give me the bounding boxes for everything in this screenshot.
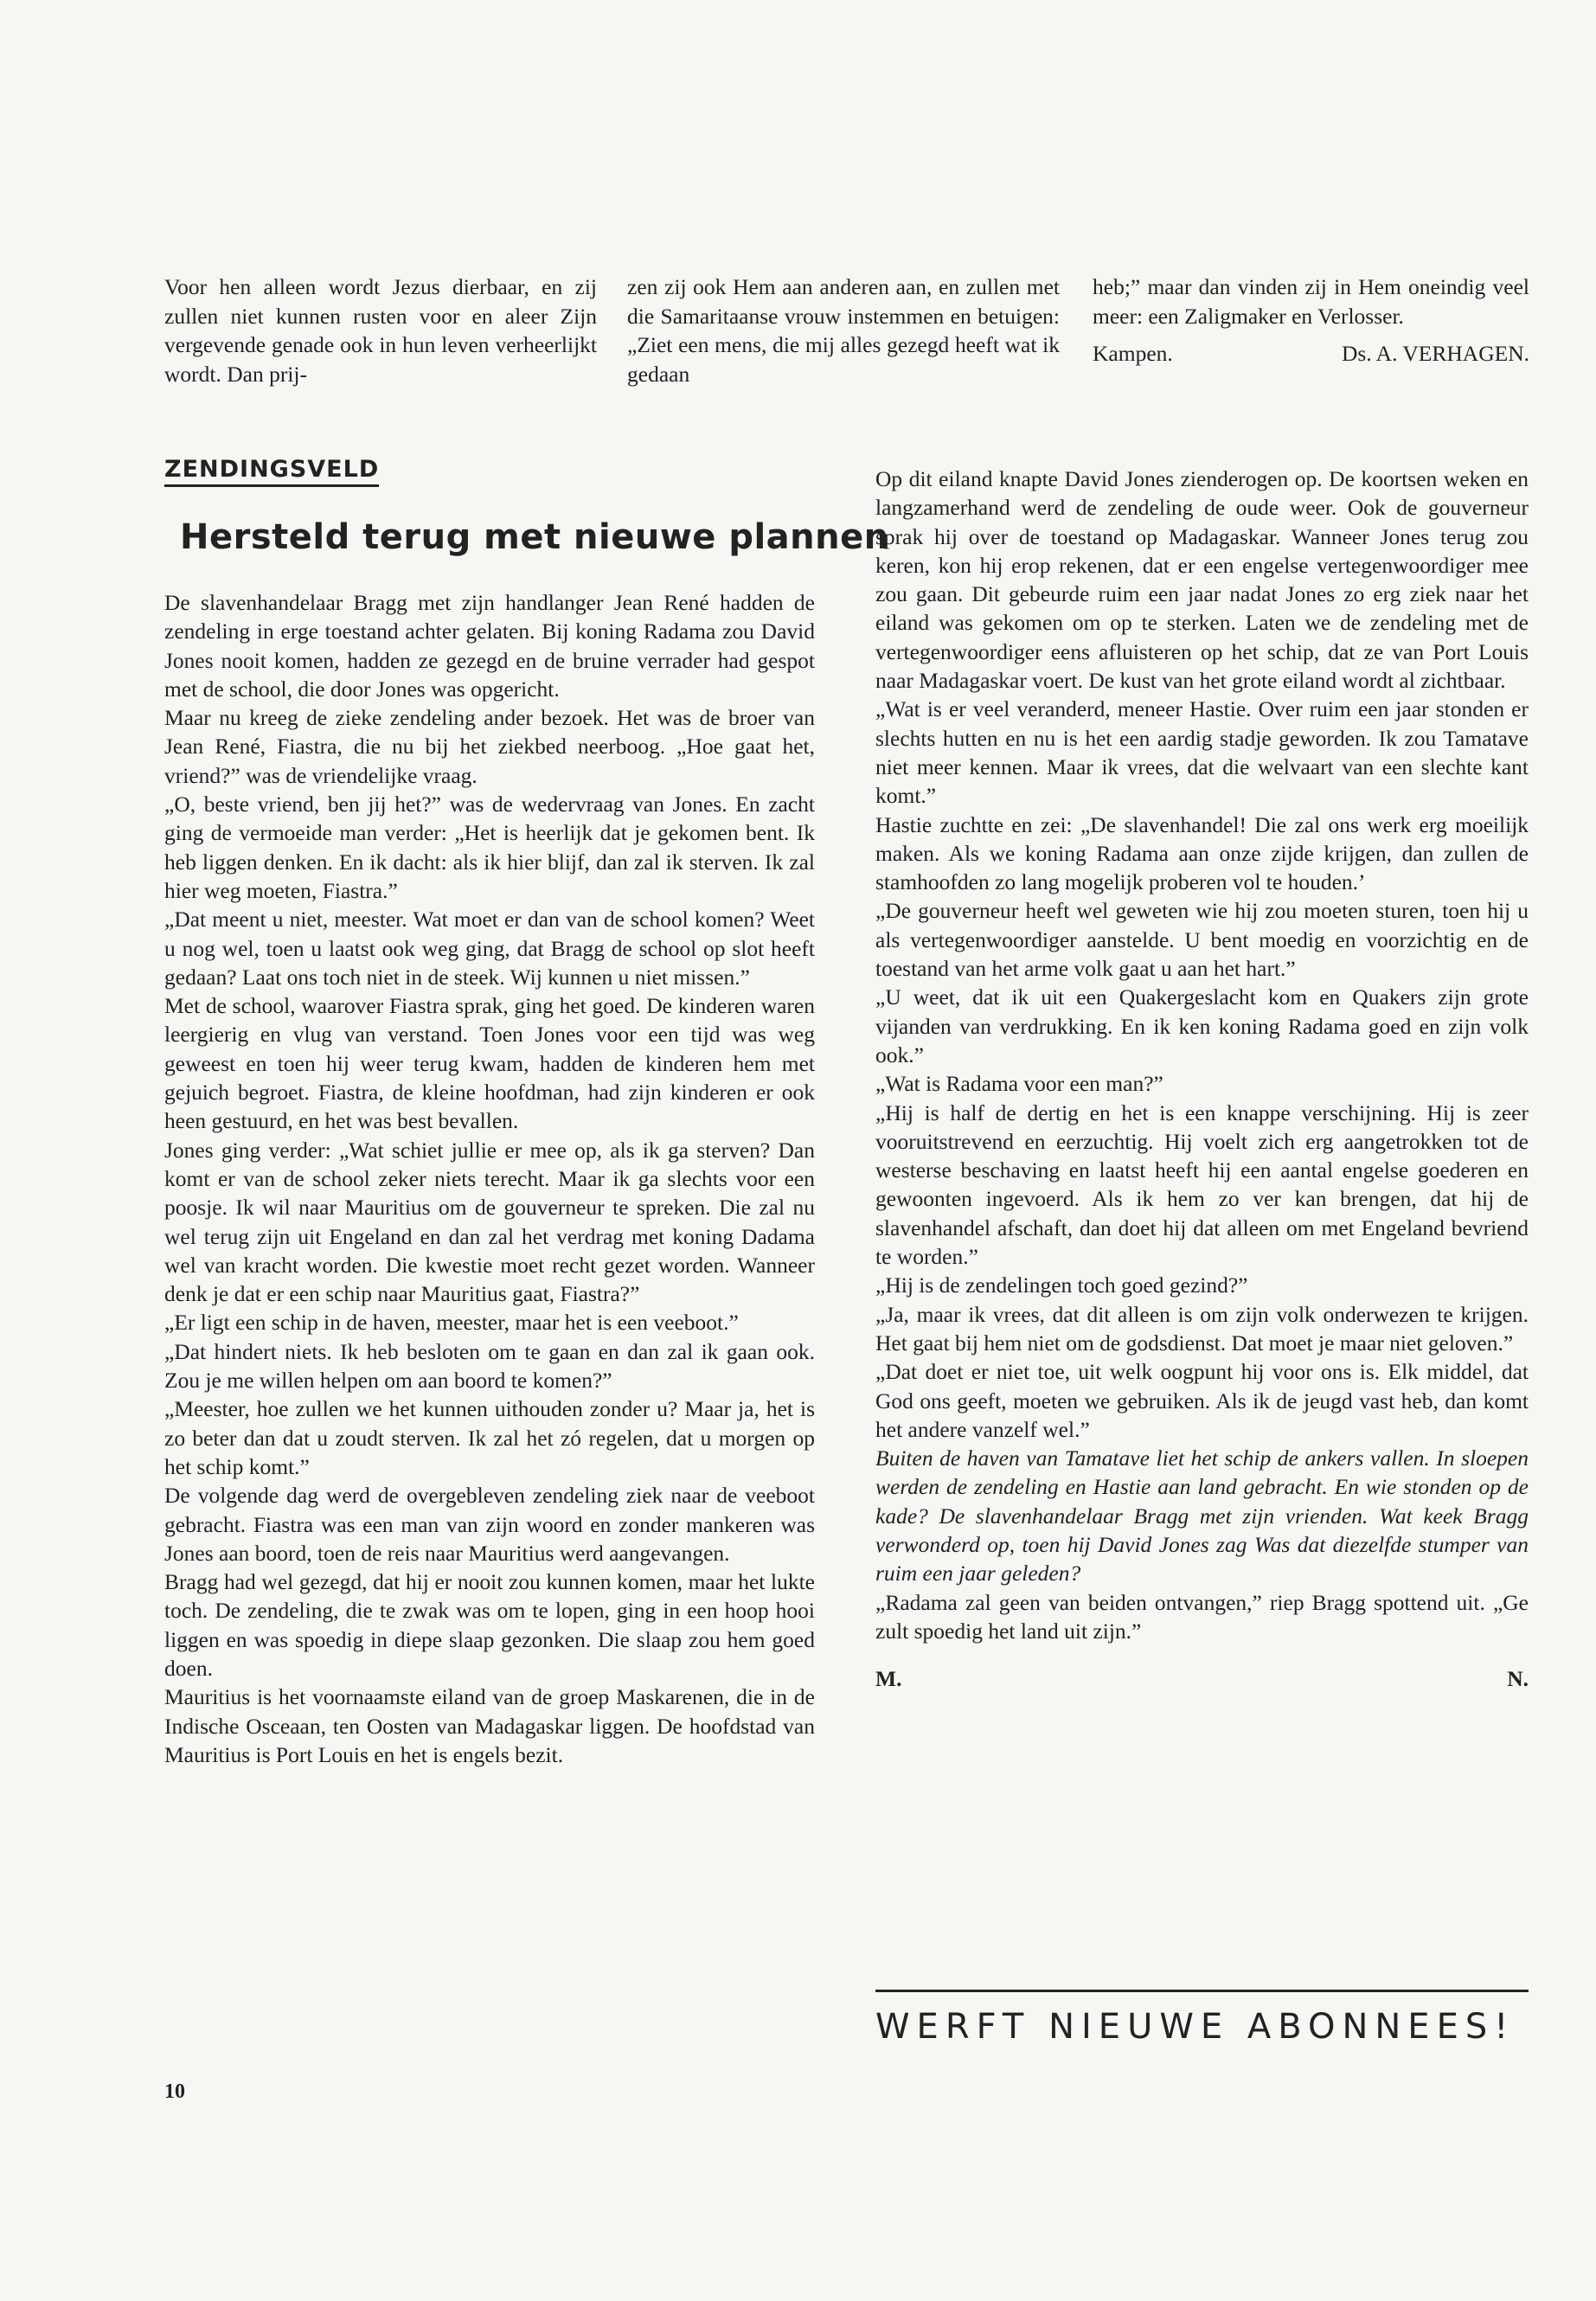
- paragraph: „Er ligt een schip in de haven, meester, maar het is een veeboot.”: [164, 1310, 739, 1336]
- intro-text-2: zen zij ook Hem aan anderen aan, en zullen met die Samaritaanse vrouw instemmen en betuigen: „Ziet een mens, die mij alles gezegd heeft wat ik gedaan: [627, 274, 1060, 387]
- paragraph: Op dit eiland knapte David Jones zienderogen op. De koortsen weken en langzamerhand werd de zendeling de oude weer. Ook de gouverneur sprak hij over de toestand op Madagaskar. Wanneer Jones terug zou keren, kon hij erop rekenen, dat er een engelse vertegenwoordiger mee zou gaan. Dit gebeurde ruim een jaar nadat Jones zo erg ziek naar het eiland was gekomen om op te sterken. Laten we de zendeling met de vertegenwoordiger eens afluisteren op het schip, dat ze van Port Louis naar Madagaskar voert. De kust van het grote eiland wordt al zichtbaar.: [875, 466, 1529, 694]
- article-initials: [875, 1664, 1529, 1693]
- paragraph: Jones ging verder: „Wat schiet jullie er mee op, als ik ga sterven? Dan komt er van de school zeker niets terecht. Maar ik ga slechts voor een poosje. Ik wil naar Mauritius om de gouverneur te spreken. Die zal nu wel terug zijn uit Engeland en dan zal het verdrag met koning Dadama wel van kracht worden. Die kwestie moet recht gezet worden. Wanneer denk je dat er een schip naar Mauritius gaat, Fiastra?”: [164, 1137, 815, 1307]
- paragraph: „Wat is Radama voor een man?”: [875, 1071, 1163, 1097]
- divider-rule: [875, 1990, 1529, 1992]
- paragraph: Hastie zuchtte en zei: „De slavenhandel! Die zal ons werk erg moeilijk maken. Als we koning Radama aan onze zijde krijgen, dan zullen de stamhoofden zo lang mogelijk proberen vol te houden.’: [875, 811, 1529, 895]
- paragraph: „Dat hindert niets. Ik heb besloten om te gaan en dan zal ik gaan ook. Zou je me willen helpen om aan boord te komen?”: [164, 1338, 815, 1394]
- paragraph: „Ja, maar ik vrees, dat dit alleen is om zijn volk onderwezen te krijgen. Het gaat bij hem niet om de godsdienst. Dat moet je maar niet geloven.”: [875, 1301, 1529, 1356]
- paragraph: „Dat meent u niet, meester. Wat moet er dan van de school komen? Weet u nog wel, toen u laatst ook weg ging, dat Bragg de school op slot heeft gedaan? Laat ons toch niet in de steek. Wij kunnen u niet missen.”: [164, 907, 815, 990]
- paragraph: „De gouverneur heeft wel geweten wie hij zou moeten sturen, toen hij u als vertegenwoordiger aanstelde. U bent moedig en voorzichtig en de toestand van het arme volk gaat u aan het hart.”: [875, 898, 1529, 982]
- intro-text-1: Voor hen alleen wordt Jezus dierbaar, en zij zullen niet kunnen rusten voor en aleer Zijn vergevende genade ook in hun leven verheerlijkt wordt. Dan prij-: [164, 274, 597, 387]
- subscription-promo: WERFT NIEUWE ABONNEES!: [875, 2007, 1516, 2047]
- paragraph: „Wat is er veel veranderd, meneer Hastie. Over ruim een jaar stonden er slechts hutten en nu is het een aardig stadje geworden. Ik zou Tamatave niet meer kennen. Maar ik vrees, dat die welvaart van een slechte kant komt.”: [875, 696, 1529, 809]
- signature-row: [1093, 339, 1529, 369]
- paragraph: Bragg had wel gezegd, dat hij er nooit zou kunnen komen, maar het lukte toch. De zendeling, die te zwak was om te lopen, ging in een hoop hooi liggen en was spoedig in diepe slaap gezonken. Die slaap zou hem goed doen.: [164, 1569, 815, 1681]
- intro-column-3: [1093, 272, 1529, 369]
- section-label: ZENDINGSVELD: [164, 456, 379, 487]
- initial-right: N.: [1507, 1666, 1529, 1692]
- paragraph: „Hij is half de dertig en het is een knappe verschijning. Hij is zeer vooruitstrevend en eerzuchtig. Hij voelt zich erg aangetrokken tot de westerse beschaving en laatst heeft hij een aantal engelse goederen en gewoonten ingevoerd. Als ik hem zo ver kan brengen, dat hij de slavenhandel afschaft, dan doet hij dat alleen om met Engeland bevriend te worden.”: [875, 1099, 1529, 1270]
- article-left-column: [164, 588, 815, 1769]
- paragraph: „U weet, dat ik uit een Quakergeslacht kom en Quakers zijn grote vijanden van verdrukking. En ik ken koning Radama goed en zijn volk ook.”: [875, 984, 1529, 1067]
- paragraph: Mauritius is het voornaamste eiland van de groep Maskarenen, die in de Indische Osceaan, ten Oosten van Madagaskar liggen. De hoofdstad van Mauritius is Port Louis en het is engels bezit.: [164, 1684, 815, 1767]
- paragraph: „Dat doet er niet toe, uit welk oogpunt hij voor ons is. Elk middel, dat God ons geeft, moeten we gebruiken. Als ik de jeugd vast heb, dan komt het andere vanzelf wel.”: [875, 1359, 1529, 1442]
- paragraph: Maar nu kreeg de zieke zendeling ander bezoek. Het was de broer van Jean René, Fiastra, die nu bij het ziekbed neerboog. „Hoe gaat het, vriend?” was de vriendelijke vraag.: [164, 705, 815, 788]
- paragraph: „Meester, hoe zullen we het kunnen uithouden zonder u? Maar ja, het is zo beter dan dat u zoudt sterven. Ik zal het zó regelen, dat u morgen op het schip komt.”: [164, 1396, 815, 1479]
- paragraph: De volgende dag werd de overgebleven zendeling ziek naar de veeboot gebracht. Fiastra was een man van zijn woord en zonder mankeren was Jones aan boord, toen de reis naar Mauritius werd aangevangen.: [164, 1483, 815, 1566]
- intro-column-1: [164, 272, 597, 388]
- intro-column-2: [627, 272, 1060, 388]
- signature-author: Ds. A. VERHAGEN.: [1342, 341, 1529, 366]
- paragraph: Buiten de haven van Tamatave liet het schip de ankers vallen. In sloepen werden de zendeling en Hastie aan land gebracht. En wie stonden op de kade? De slavenhandelaar Bragg met zijn vrienden. Wat keek Bragg verwonderd op, toen hij David Jones zag Was dat diezelfde stumper van ruim een jaar geleden?: [875, 1445, 1529, 1586]
- intro-text-3: heb;” maar dan vinden zij in Hem oneindig veel meer: een Zaligmaker en Verlosser.: [1093, 274, 1529, 329]
- paragraph: „O, beste vriend, ben jij het?” was de wedervraag van Jones. En zacht ging de vermoeide man verder: „Het is heerlijk dat je gekomen bent. Ik heb liggen denken. En ik dacht: als ik hier blijf, dan zal ik sterven. Ik zal hier weg moeten, Fiastra.”: [164, 792, 815, 903]
- page-number: 10: [164, 2080, 185, 2103]
- article-right-column: [875, 465, 1529, 1693]
- paragraph: Met de school, waarover Fiastra sprak, ging het goed. De kinderen waren leergierig en vlug van verstand. Toen Jones voor een tijd was weg geweest en toen hij weer terug kwam, hadden de kinderen hem met gejuich begroet. Fiastra, de kleine hoofdman, had zijn kinderen er ook heen gestuurd, en het was best bevallen.: [164, 993, 815, 1134]
- initial-left: M.: [875, 1666, 902, 1692]
- paragraph: „Radama zal geen van beiden ontvangen,” riep Bragg spottend uit. „Ge zult spoedig het land uit zijn.”: [875, 1589, 1529, 1644]
- paragraph: „Hij is de zendelingen toch goed gezind?”: [875, 1272, 1248, 1298]
- paragraph: De slavenhandelaar Bragg met zijn handlanger Jean René hadden de zendeling in erge toestand achter gelaten. Bij koning Radama zou David Jones nooit komen, hadden ze gezegd en de bruine verrader had gespot met de school, die door Jones was opgericht.: [164, 590, 815, 702]
- signature-place: Kampen.: [1093, 341, 1173, 366]
- article-headline: Hersteld terug met nieuwe plannen: [180, 517, 889, 557]
